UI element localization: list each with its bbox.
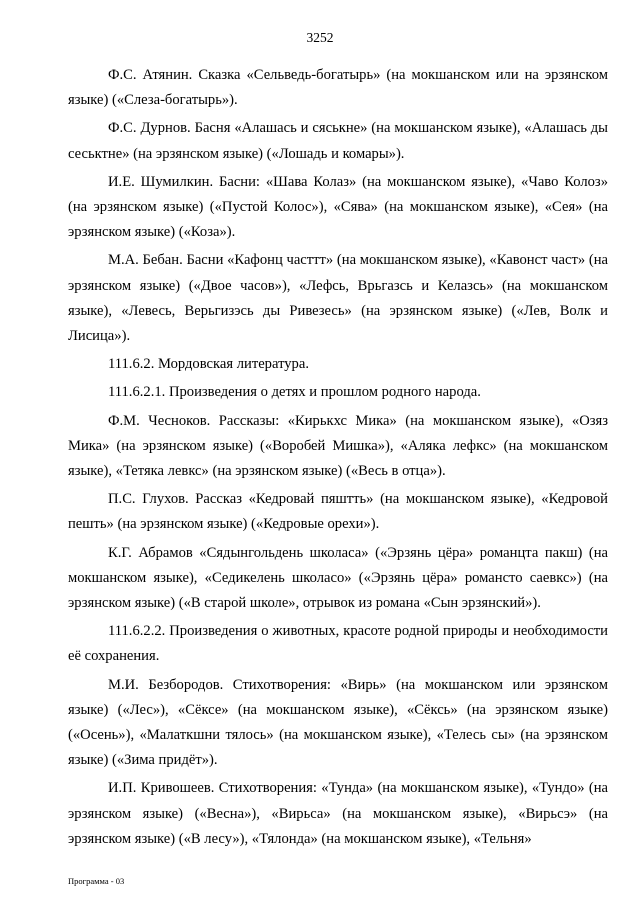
paragraph: Ф.С. Дурнов. Басня «Алашась и сяськне» (на мокшанском языке), «Алашась ды сеськтне» (на эрзянском языке) («Лошадь и комары»). xyxy=(68,120,608,162)
paragraph: И.П. Кривошеев. Стихотворения: «Тунда» (на мокшанском языке), «Тундо» (на эрзянском языке) («Весна»), «Вирьса» (на мокшанском языке), «Вирьсэ» (на эрзянском языке) («В лесу»), «Тялонда» (на мокшанском языке), «Тельня» xyxy=(68,780,608,847)
section-heading: 111.6.2.2. Произведения о животных, красоте родной природы и необходимости её сохранения. xyxy=(68,623,608,665)
page-number: 3252 xyxy=(306,30,334,45)
section-heading: 111.6.2. Мордовская литература. xyxy=(108,356,309,373)
paragraph: М.А. Бебан. Басни «Кафонц часттт» (на мокшанском языке), «Кавонст част» (на эрзянском языке) («Двое часов»), «Лефсь, Врьгазсь и Келазсь» (на мокшанском языке), «Левесь, Верьгизэсь ды Ривезесь» (на эрзянском языке) («Лев, Волк и Лисица»). xyxy=(68,252,608,345)
paragraph: К.Г. Абрамов «Сядынгольдень школаса» («Эрзянь цёра» романцта пакш) (на мокшанском языке), «Седикелень школасо» («Эрзянь цёра» романсто саевкс») (на эрзянском языке) («В старой школе», отрывок из романа «Сын эрзянский»). xyxy=(68,544,608,612)
document-body xyxy=(68,63,608,852)
page-footer: Программа - 03 xyxy=(68,876,125,886)
paragraph: П.С. Глухов. Рассказ «Кедровай пяштть» (на мокшанском языке), «Кедровой пешть» (на эрзянском языке) («Кедровые орехи»). xyxy=(68,491,608,533)
paragraph: Ф.М. Чесноков. Рассказы: «Кирькхс Мика» (на мокшанском языке), «Озяз Мика» (на эрзянском языке) («Воробей Мишка»), «Аляка лефкс» (на мокшанском языке), «Тетяка левкс» (на эрзянском языке) («Весь в отца»). xyxy=(68,412,608,480)
paragraph: И.Е. Шумилкин. Басни: «Шава Колаз» (на мокшанском языке), «Чаво Колоз» (на эрзянском языке) («Пустой Колос»), «Сява» (на мокшанском языке), «Сея» (на эрзянском языке) («Коза»). xyxy=(68,173,608,241)
paragraph: М.И. Безбородов. Стихотворения: «Вирь» (на мокшанском или эрзянском языке) («Лес»), «Сёксе» (на мокшанском языке), «Сёксь» (на эрзянском языке) («Осень»), «Малаткшни тялось» (на мокшанском языке), «Телесь сы» (на эрзянском языке) («Зима придёт»). xyxy=(68,676,608,769)
section-heading: 111.6.2.1. Произведения о детях и прошлом родного народа. xyxy=(108,384,481,401)
paragraph: Ф.С. Атянин. Сказка «Сельведь-богатырь» (на мокшанском или на эрзянском языке) («Слеза-богатырь»). xyxy=(68,67,608,109)
